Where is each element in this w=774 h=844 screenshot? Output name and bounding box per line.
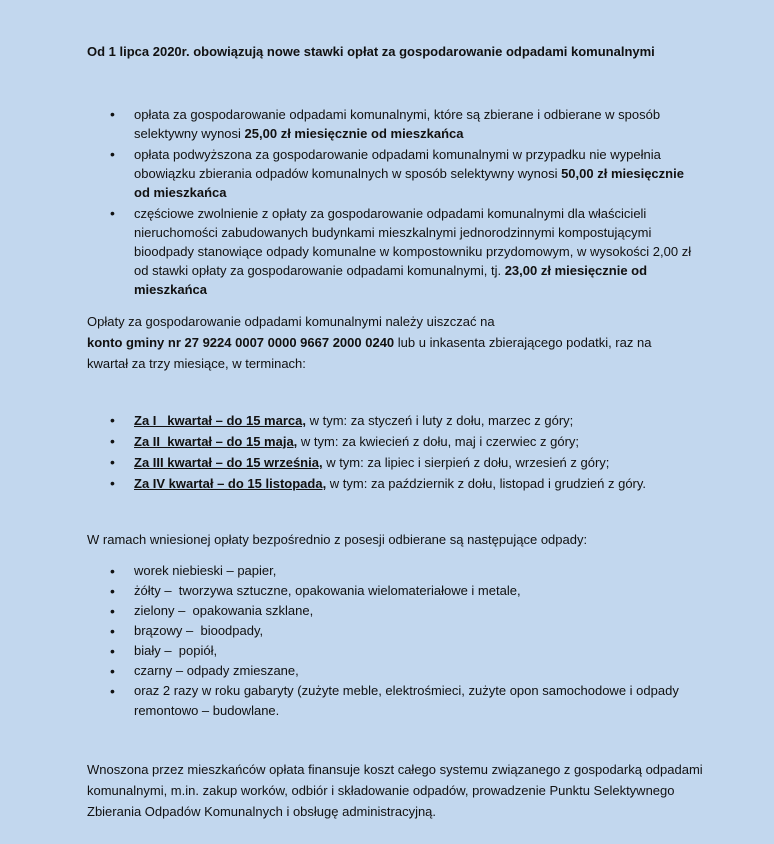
fee-amount: 23,00 zł miesięcznie od mieszkańca — [134, 263, 648, 297]
page-title: Od 1 lipca 2020r. obowiązują nowe stawki opłat za gospodarowanie odpadami komunalnymi — [87, 44, 655, 59]
waste-types-list — [134, 561, 694, 721]
waste-intro: W ramach wniesionej opłaty bezpośrednio z posesji odbierane są następujące odpady: — [87, 532, 588, 547]
waste-item-white: • biały – popiół, — [134, 641, 694, 661]
waste-item-yellow: • żółty – tworzywa sztuczne, opakowania wielomateriałowe i metale, — [134, 581, 694, 601]
fee-item-compost-discount — [134, 204, 694, 299]
quarter-text: w tym: za lipiec i sierpień z dołu, wrzesień z góry; — [322, 455, 610, 470]
quarter-text: w tym: za styczeń i luty z dołu, marzec z góry; — [305, 413, 574, 428]
bank-account: konto gminy nr 27 9224 0007 0000 9667 2000 0240 — [87, 335, 395, 350]
fee-amount: 25,00 zł miesięcznie od mieszkańca — [244, 126, 464, 141]
waste-item-brown: • brązowy – bioodpady, — [134, 621, 694, 641]
payment-rest: lub u inkasenta zbierającego podatki, raz na kwartał za trzy miesiące, w terminach: — [87, 335, 652, 371]
fee-item-selective — [134, 105, 694, 143]
quarter-text: w tym: za październik z dołu, listopad i grudzień z góry. — [326, 476, 647, 491]
waste-item-bulky: • oraz 2 razy w roku gabaryty (zużyte meble, elektrośmieci, zużyte opon samochodowe i odpady remontowo – budowlane. — [134, 681, 694, 721]
waste-item-black: • czarny – odpady zmieszane, — [134, 661, 694, 681]
quarter-item — [134, 473, 734, 494]
quarter-item — [134, 431, 734, 452]
payment-paragraph — [87, 311, 687, 374]
quarter-deadlines-list — [134, 410, 734, 494]
waste-item-green: • zielony – opakowania szklane, — [134, 601, 694, 621]
quarter-text: w tym: za kwiecień z dołu, maj i czerwiec z góry; — [297, 434, 580, 449]
waste-item-blue: • worek niebieski – papier, — [134, 561, 694, 581]
quarter-label: Za I kwartał – do 15 marca, — [134, 413, 306, 428]
fee-text: opłata podwyższona za gospodarowanie odpadami komunalnymi w przypadku nie wypełnia obowiązku zbierania odpadów komunalnych w sposób selektywny wynosi — [134, 147, 661, 181]
fee-text: częściowe zwolnienie z opłaty za gospodarowanie odpadami komunalnymi dla właścicieli nieruchomości zabudowanych budynkami mieszkalnymi jednorodzinnymi kompostującymi bioodpady stanowiące odpady komunalne w kompostowniku przydomowym, w wysokości 2,00 zł od stawki opłaty za gospodarowanie odpadami komunalnymi, tj. — [134, 206, 692, 278]
fee-text: opłata za gospodarowanie odpadami komunalnymi, które są zbierane i odbierane w sposób selektywny wynosi — [134, 107, 661, 141]
fee-amount: 50,00 zł miesięcznie od mieszkańca — [134, 166, 684, 200]
quarter-label: Za II kwartał – do 15 maja, — [134, 434, 298, 449]
footer-paragraph: Wnoszona przez mieszkańców opłata finansuje koszt całego systemu związanego z gospodarką odpadami komunalnymi, m.in. zakup worków, odbiór i składowanie odpadów, prowadzenie Punktu Selektywnego Zbierania Odpadów Komunalnych i obsługę administracyjną. — [87, 762, 703, 819]
quarter-label: Za IV kwartał – do 15 listopada, — [134, 476, 327, 491]
quarter-item — [134, 410, 734, 431]
quarter-label: Za III kwartał – do 15 września, — [134, 455, 323, 470]
fee-item-increased — [134, 145, 694, 202]
fee-list — [134, 105, 694, 301]
payment-intro: Opłaty za gospodarowanie odpadami komunalnymi należy uiszczać na — [87, 314, 495, 329]
quarter-item — [134, 452, 734, 473]
